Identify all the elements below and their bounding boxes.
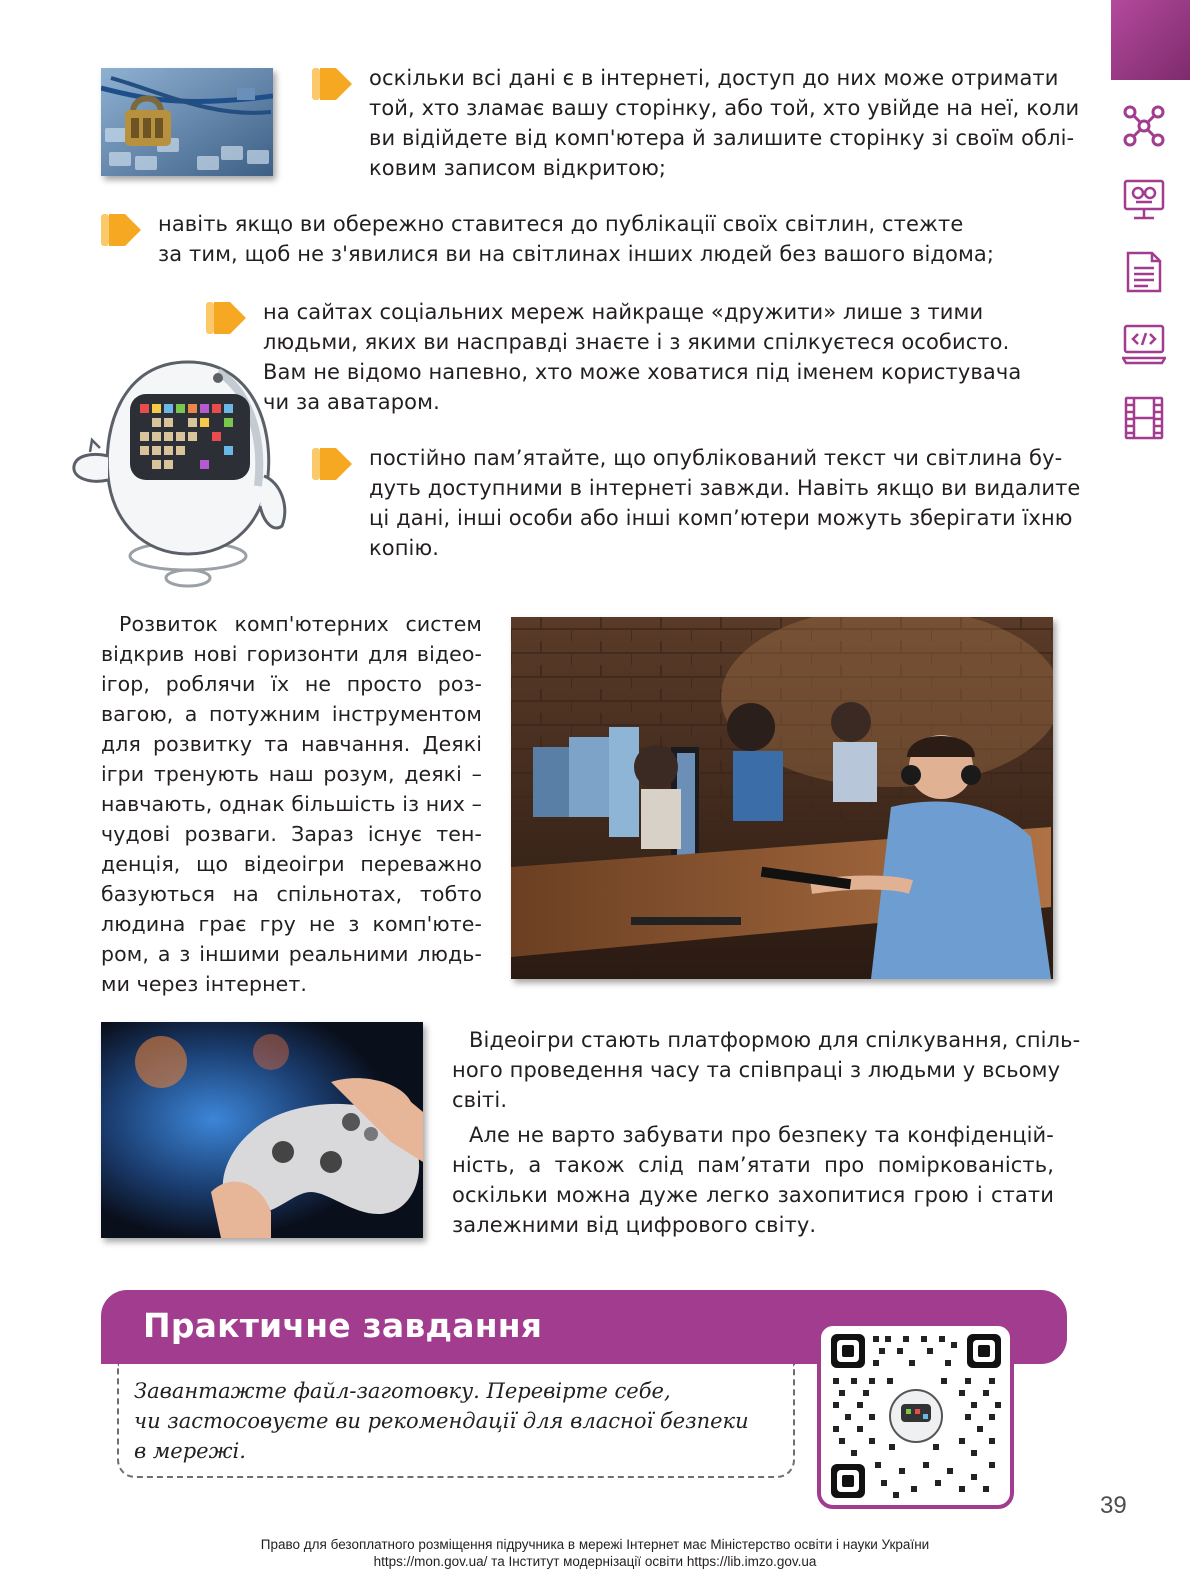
- bullet-text-2: навіть якщо ви обережно ставитеся до публікації своїх світлин, стежте за тим, щоб не з'явилися ви на світлинах інших людей без вашого відома;: [158, 212, 995, 266]
- bullet-text-4: постійно пам’ятайте, що опублікований текст чи світлина бу- дуть доступними в інтернеті завжди. Навіть якщо ви видалите ці дані, інші особи або інші комп’ютери можуть зберігати їхню копію.: [369, 446, 1081, 560]
- bullet-text-3: на сайтах соціальних мереж найкраще «дружити» лише з тими людьми, яких ви насправді знаєте і з якими спілкуєтеся особисто. Вам не відомо напевно, хто може ховатися під іменем користувача чи за аватаром.: [263, 300, 1022, 414]
- film-icon: [1122, 396, 1166, 440]
- document-icon: [1122, 250, 1166, 294]
- task-text: Завантажте файл-заготовку. Перевірте себе, чи застосовуєте ви рекомендації для власної безпеки в мережі.: [134, 1379, 749, 1463]
- bullet-arrow-icon: [101, 212, 143, 248]
- robot-monitor-icon: [1122, 178, 1166, 222]
- safety-paragraph: Але не варто забувати про безпеку та конфіденцій- ність, а також слід пам’ятати про поміркованість, оскільки можна дуже легко захопитися грою і стати залежними від цифрового світу.: [452, 1123, 1054, 1237]
- bullet-text-1: оскільки всі дані є в інтернеті, доступ до них може отримати той, хто зламає вашу сторінку, або той, хто увійде на неї, коли ви відійдете від комп'ютера й залишите сторінку зі своїм облі- ковим записом відкритою;: [369, 66, 1080, 180]
- bullet-arrow-icon: [206, 300, 248, 336]
- task-title: Практичне завдання: [143, 1306, 543, 1345]
- code-monitor-icon: [1122, 322, 1166, 366]
- chapter-tab: [1111, 0, 1190, 80]
- qr-code[interactable]: [817, 1322, 1014, 1509]
- bullet-arrow-icon: [312, 66, 354, 102]
- page-number: 39: [1100, 1492, 1127, 1519]
- robot-mascot-illustration: [68, 356, 300, 592]
- padlock-keyboard-photo: [101, 68, 273, 176]
- bullet-arrow-icon: [312, 446, 354, 482]
- network-icon: [1122, 104, 1166, 148]
- platform-paragraph: Відеоігри стають платформою для спілкування, спіль- ного проведення часу та співпраці з людьми у всьому світі.: [452, 1028, 1081, 1112]
- footer: [0, 1536, 1190, 1570]
- gamers-photo: [511, 617, 1053, 979]
- controller-photo: [101, 1022, 423, 1238]
- qr-code-icon: [829, 1332, 1003, 1500]
- gaming-paragraph: Розвиток комп'ютерних систем відкрив нові горизонти для відео- ігор, роблячи їх не просто роз- вагою, а потужним інструментом для розвитку та навчання. Деякі ігри тренують наш розум, деякі – навчають, однак більшість із них – чудові розваги. Зараз існує тен- денція, що відеоігри переважно базуються на спільнотах, тобто людина грає гру не з комп'юте- ром, а з іншими реальними людь- ми через інтернет.: [101, 612, 482, 996]
- footer-line-2: https://mon.gov.ua/ та Інститут модернізації освіти https://lib.imzo.gov.ua: [373, 1554, 817, 1569]
- footer-line-1: Право для безоплатного розміщення підручника в мережі Інтернет має Міністерство освіти і науки України: [260, 1537, 930, 1552]
